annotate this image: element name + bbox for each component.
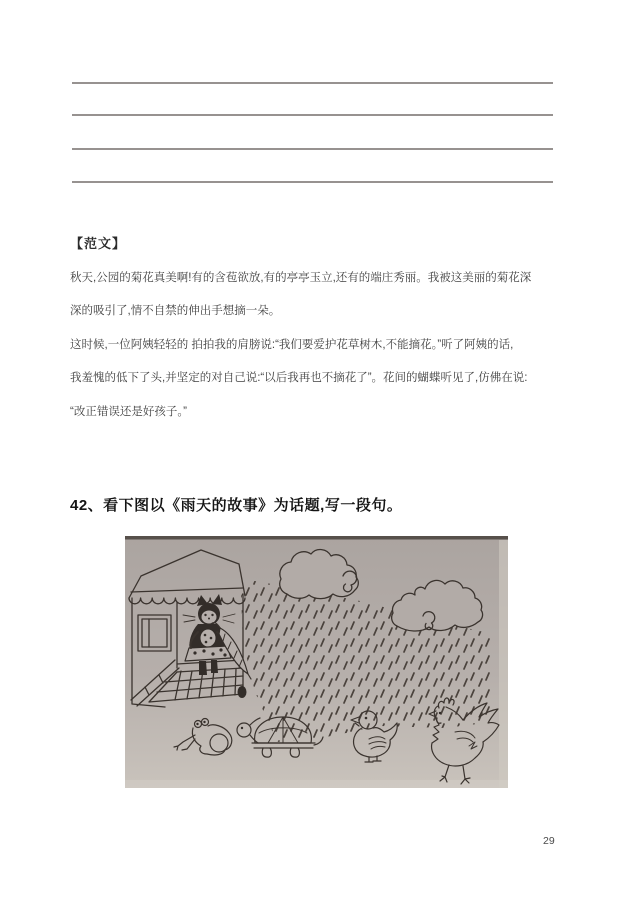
frog-eye: [196, 723, 198, 725]
answer-line: [72, 114, 553, 116]
skirt-dot: [202, 649, 205, 652]
cat-eye-left: [204, 614, 206, 616]
story-picture-photo: [125, 536, 508, 788]
story-picture: [125, 536, 508, 788]
skirt-dot: [211, 652, 214, 655]
cat-eye-right: [211, 614, 213, 616]
answer-line: [72, 148, 553, 150]
photo-bottom-highlight: [125, 780, 508, 788]
page-number: 29: [543, 835, 555, 847]
question-heading: 42、看下图以《雨天的故事》为话题,写一段句。: [70, 497, 403, 514]
skirt-dot: [223, 653, 226, 656]
shadow-blob: [238, 686, 247, 698]
essay-line: 这时候,一位阿姨轻轻的 拍拍我的肩膀说:“我们要爱护花草树木,不能摘花。”听了阿姨的话,: [70, 338, 514, 351]
essay-line: “改正错误还是好孩子。”: [70, 405, 187, 418]
duck-eye: [365, 717, 368, 720]
essay-line: 深的吸引了,情不自禁的伸出手想摘一朵。: [70, 305, 281, 318]
cat-face: [202, 611, 217, 624]
bib-dot: [205, 641, 208, 644]
bib-dot: [210, 637, 213, 640]
rooster-eye: [439, 712, 441, 714]
skirt-dot: [219, 648, 222, 651]
frog-eye: [203, 721, 205, 723]
cat-nose: [208, 618, 210, 620]
photo-top-edge: [125, 536, 508, 540]
model-essay-label: 【范文】: [70, 236, 127, 251]
skirt-dot: [193, 651, 196, 654]
photo-edge-highlight: [499, 540, 508, 788]
turtle-eye: [241, 727, 243, 729]
bib-dot: [204, 634, 207, 637]
essay-line: 我羞愧的低下了头,并坚定的对自己说:“以后我再也不摘花了”。花间的蝴蝶听见了,仿佛在说:: [70, 372, 528, 385]
answer-line: [72, 82, 553, 84]
model-essay-text: [70, 262, 575, 429]
essay-line: 秋天,公园的菊花真美啊!有的含苞欲放,有的亭亭玉立,还有的端庄秀丽。我被这美丽的菊花深: [70, 272, 532, 284]
cat-bib: [200, 629, 216, 647]
answer-line: [72, 181, 553, 183]
